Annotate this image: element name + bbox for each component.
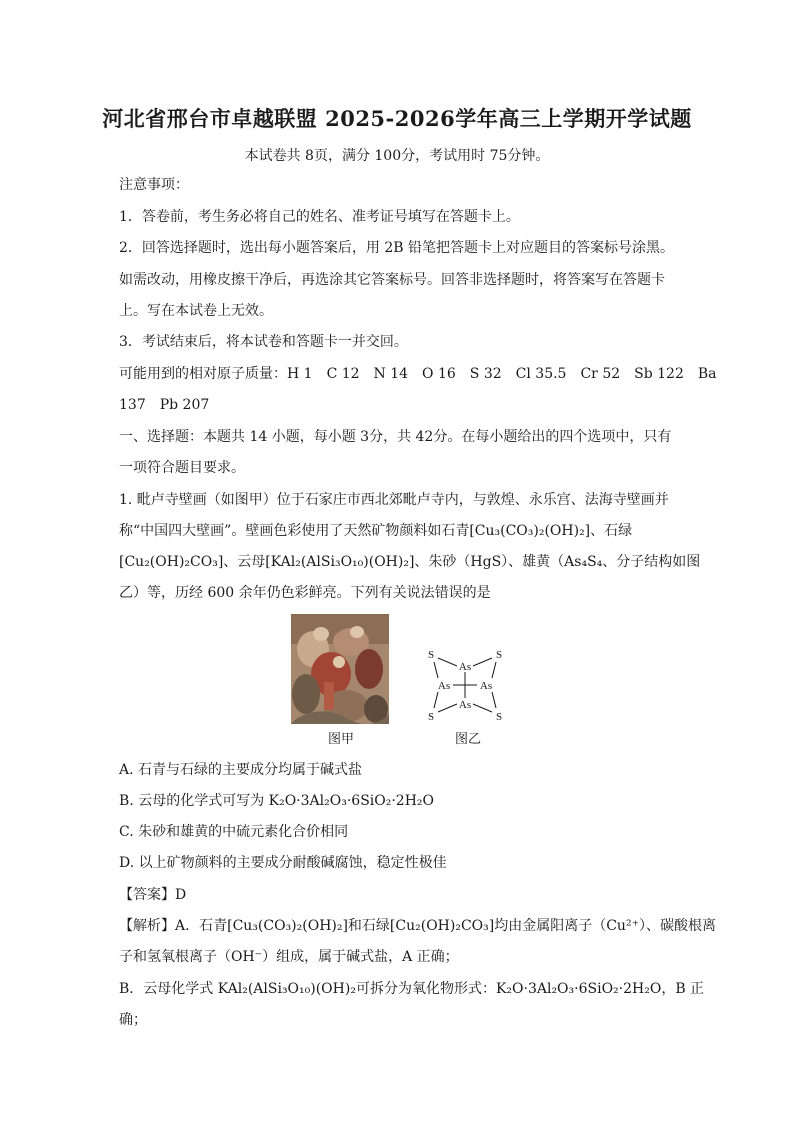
atom-as: As <box>437 680 451 692</box>
section-heading: 一、选择题：本题共 14 小题，每小题 3分，共 42分。在每小题给出的四个选项中，只有 <box>119 429 672 445</box>
option-c: C. 朱砂和雄黄的中硫元素化合价相同 <box>119 824 349 840</box>
atom-as: As <box>458 661 472 673</box>
option-d: D. 以上矿物颜料的主要成分耐酸碱腐蚀，稳定性极佳 <box>119 855 447 871</box>
atom-s: S <box>495 711 503 723</box>
notice-item: 3．考试结束后，将本试卷和答题卡一并交回。 <box>119 334 408 350</box>
question-stem: 称“中国四大壁画”。壁画色彩使用了天然矿物颜料如石青[Cu₃(CO₃)₂(OH)₂]、石绿 <box>119 523 633 539</box>
question-stem: 乙）等，历经 600 余年仍色彩鲜亮。下列有关说法错误的是 <box>119 585 491 601</box>
atom-s: S <box>427 711 435 723</box>
section-heading: 一项符合题目要求。 <box>119 460 245 476</box>
notice-item: 如需改动，用橡皮擦干净后，再选涂其它答案标号。回答非选择题时，将答案写在答题卡 <box>119 272 665 288</box>
atom-s: S <box>427 649 435 661</box>
notice-item: 1．答卷前，考生务必将自己的姓名、准考证号填写在答题卡上。 <box>119 209 520 225</box>
page-subtitle: 本试卷共 8页，满分 100分，考试用时 75分钟。 <box>244 148 550 164</box>
analysis-line: 确； <box>119 1012 147 1028</box>
page-title: 河北省邢台市卓越联盟 2025-2026学年高三上学期开学试题 <box>102 106 692 131</box>
atomic-mass-line: 可能用到的相对原子质量：H 1 C 12 N 14 O 16 S 32 Cl 35.5 Cr 52 Sb 122 Ba <box>119 366 717 382</box>
question-stem: [Cu₂(OH)₂CO₃]、云母[KAl₂(AlSi₃O₁₀)(OH)₂]、朱砂（HgS）、雄黄（As₄S₄、分子结构如图 <box>119 554 701 570</box>
analysis-line: 【解析】A．石青[Cu₃(CO₃)₂(OH)₂]和石绿[Cu₂(OH)₂CO₃]均由金属阳离子（Cu²⁺）、碳酸根离 <box>119 918 716 934</box>
as4s4-structure <box>420 644 510 724</box>
figure-b-label: 图乙 <box>455 732 482 747</box>
option-a: A. 石青与石绿的主要成分均属于碱式盐 <box>119 762 363 778</box>
atom-as: As <box>479 680 493 692</box>
notice-item: 上。写在本试卷上无效。 <box>119 303 273 319</box>
analysis-line: 子和氢氧根离子（OH⁻）组成，属于碱式盐，A 正确； <box>119 949 459 965</box>
question-stem: 1. 毗卢寺壁画（如图甲）位于石家庄市西北郊毗卢寺内，与敦煌、永乐宫、法海寺壁画并 <box>119 492 669 508</box>
answer-line: 【答案】D <box>119 887 187 903</box>
mural-image <box>291 614 389 724</box>
notice-item: 2．回答选择题时，选出每小题答案后，用 2B 铅笔把答题卡上对应题目的答案标号涂黑。 <box>119 240 675 256</box>
figure-a-label: 图甲 <box>328 732 355 747</box>
notice-heading: 注意事项： <box>119 177 189 193</box>
atomic-mass-line: 137 Pb 207 <box>119 397 210 413</box>
atom-s: S <box>495 649 503 661</box>
option-b: B. 云母的化学式可写为 K₂O·3Al₂O₃·6SiO₂·2H₂O <box>119 793 435 809</box>
question-figures <box>290 612 530 747</box>
analysis-line: B．云母化学式 KAl₂(AlSi₃O₁₀)(OH)₂可拆分为氧化物形式：K₂O·3Al₂O₃·6SiO₂·2H₂O，B 正 <box>119 981 705 997</box>
atom-as: As <box>458 699 472 711</box>
